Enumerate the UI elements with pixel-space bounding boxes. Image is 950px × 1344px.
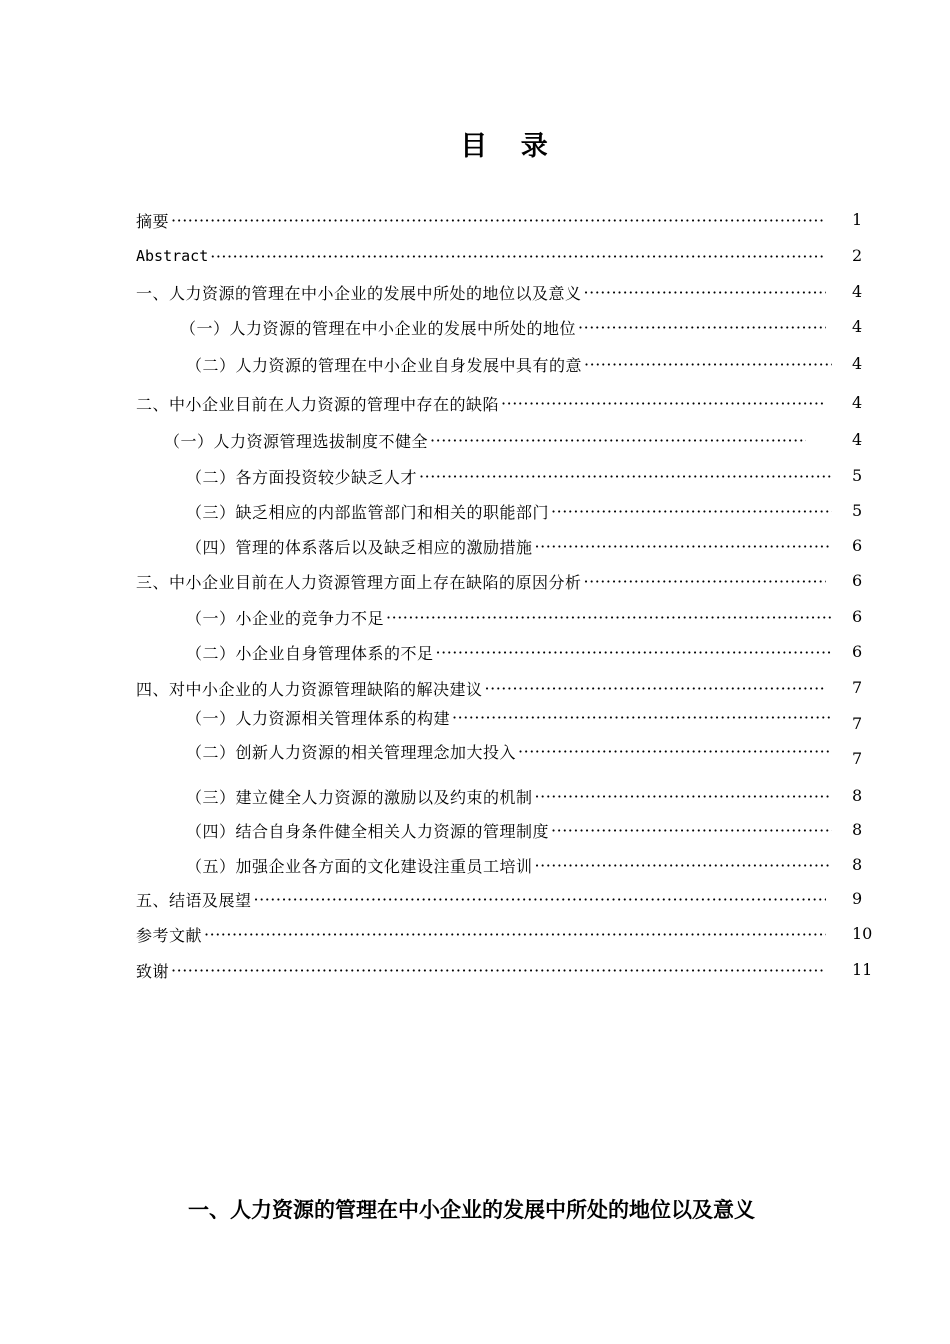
toc-entry[interactable] <box>186 705 832 729</box>
toc-leader-dots <box>210 247 826 266</box>
toc-entry-label: （一）人力资源相关管理体系的构建 <box>186 708 451 728</box>
toc-title: 目 录 <box>460 131 560 162</box>
toc-entry-page: 8 <box>852 786 863 805</box>
toc-entry-page: 4 <box>852 282 863 301</box>
toc-entry-page: 4 <box>852 393 863 412</box>
section-heading: 一、人力资源的管理在中小企业的发展中所处的地位以及意义 <box>188 1198 755 1222</box>
toc-entry-label: （二）各方面投资较少缺乏人才 <box>186 467 418 487</box>
toc-entry-page: 6 <box>852 571 863 590</box>
toc-entry[interactable] <box>186 534 832 558</box>
toc-entry-page: 5 <box>852 501 863 520</box>
toc-leader-dots <box>452 708 832 727</box>
toc-entry[interactable] <box>136 208 826 232</box>
toc-entry-label: （一）人力资源管理选拔制度不健全 <box>164 431 429 451</box>
toc-entry-page: 4 <box>852 317 863 336</box>
toc-entry[interactable] <box>180 315 826 339</box>
toc-entry-page: 4 <box>852 354 863 373</box>
toc-entry[interactable] <box>136 244 826 268</box>
toc-entry[interactable] <box>136 280 826 304</box>
toc-entry-page: 1 <box>852 210 863 229</box>
toc-entry[interactable] <box>136 391 826 415</box>
toc-leader-dots <box>535 856 832 875</box>
toc-leader-dots <box>501 394 826 413</box>
toc-leader-dots <box>584 283 826 302</box>
toc-entry-label: （四）管理的体系落后以及缺乏相应的激励措施 <box>186 537 533 557</box>
toc-leader-dots <box>551 502 832 521</box>
toc-entry-page: 7 <box>852 714 863 733</box>
toc-entry-label: 参考文献 <box>136 925 203 945</box>
toc-entry-label: 致谢 <box>136 961 170 981</box>
toc-entry-label: （一）人力资源的管理在中小企业的发展中所处的地位 <box>180 318 577 338</box>
toc-entry[interactable] <box>136 958 826 982</box>
toc-entry[interactable] <box>136 922 826 946</box>
toc-entry-label: （三）缺乏相应的内部监管部门和相关的职能部门 <box>186 502 550 522</box>
toc-entry-page: 4 <box>852 430 863 449</box>
toc-entry[interactable] <box>186 605 832 629</box>
toc-entry-label: （一）小企业的竞争力不足 <box>186 608 385 628</box>
toc-entry-page: 7 <box>852 749 863 768</box>
toc-entry-label: （二）小企业自身管理体系的不足 <box>186 643 434 663</box>
toc-leader-dots <box>419 467 832 486</box>
toc-entry[interactable] <box>186 739 832 763</box>
toc-entry-label: 四、对中小企业的人力资源管理缺陷的解决建议 <box>136 679 483 699</box>
toc-entry-label: 二、中小企业目前在人力资源的管理中存在的缺陷 <box>136 394 500 414</box>
toc-entry-page: 6 <box>852 642 863 661</box>
toc-entry-label: 摘要 <box>136 211 170 231</box>
toc-entry-page: 6 <box>852 607 863 626</box>
toc-leader-dots <box>551 821 832 840</box>
toc-leader-dots <box>254 890 826 909</box>
toc-entry-label: （二）创新人力资源的相关管理理念加大投入 <box>186 742 517 762</box>
toc-entry-page: 5 <box>852 466 863 485</box>
toc-leader-dots <box>386 608 832 627</box>
toc-entry[interactable] <box>164 428 806 452</box>
toc-entry-page: 8 <box>852 855 863 874</box>
toc-entry-label: （三）建立健全人力资源的激励以及约束的机制 <box>186 787 533 807</box>
toc-entry[interactable] <box>186 853 832 877</box>
toc-entry[interactable] <box>186 464 832 488</box>
toc-entry-page: 11 <box>852 960 873 979</box>
toc-entry[interactable] <box>186 352 832 376</box>
toc-entry-page: 9 <box>852 889 863 908</box>
toc-entry-page: 10 <box>852 924 873 943</box>
toc-entry[interactable] <box>136 676 826 700</box>
toc-leader-dots <box>578 318 826 337</box>
toc-entry-label: （四）结合自身条件健全相关人力资源的管理制度 <box>186 821 550 841</box>
toc-leader-dots <box>171 211 826 230</box>
toc-leader-dots <box>171 961 826 980</box>
toc-entry[interactable] <box>186 818 832 842</box>
toc-leader-dots <box>535 787 832 806</box>
toc-entry-label: Abstract <box>136 247 209 265</box>
toc-entry-label: 三、中小企业目前在人力资源管理方面上存在缺陷的原因分析 <box>136 572 582 592</box>
toc-leader-dots <box>485 679 826 698</box>
toc-entry[interactable] <box>136 569 826 593</box>
toc-leader-dots <box>584 572 826 591</box>
toc-entry-page: 7 <box>852 678 863 697</box>
toc-entry-label: 五、结语及展望 <box>136 890 252 910</box>
toc-entry-page: 2 <box>852 246 863 265</box>
toc-entry-label: 一、人力资源的管理在中小企业的发展中所处的地位以及意义 <box>136 283 582 303</box>
toc-leader-dots <box>430 431 806 450</box>
toc-entry[interactable] <box>136 887 826 911</box>
toc-leader-dots <box>518 742 832 761</box>
toc-entry[interactable] <box>186 784 832 808</box>
toc-entry-page: 6 <box>852 536 863 555</box>
toc-entry-label: （二）人力资源的管理在中小企业自身发展中具有的意 <box>186 355 583 375</box>
toc-leader-dots <box>204 925 826 944</box>
toc-entry-label: （五）加强企业各方面的文化建设注重员工培训 <box>186 856 533 876</box>
toc-leader-dots <box>584 355 832 374</box>
toc-entry-page: 8 <box>852 820 863 839</box>
toc-entry[interactable] <box>186 499 832 523</box>
toc-leader-dots <box>436 643 832 662</box>
toc-leader-dots <box>535 537 832 556</box>
toc-entry[interactable] <box>186 640 832 664</box>
